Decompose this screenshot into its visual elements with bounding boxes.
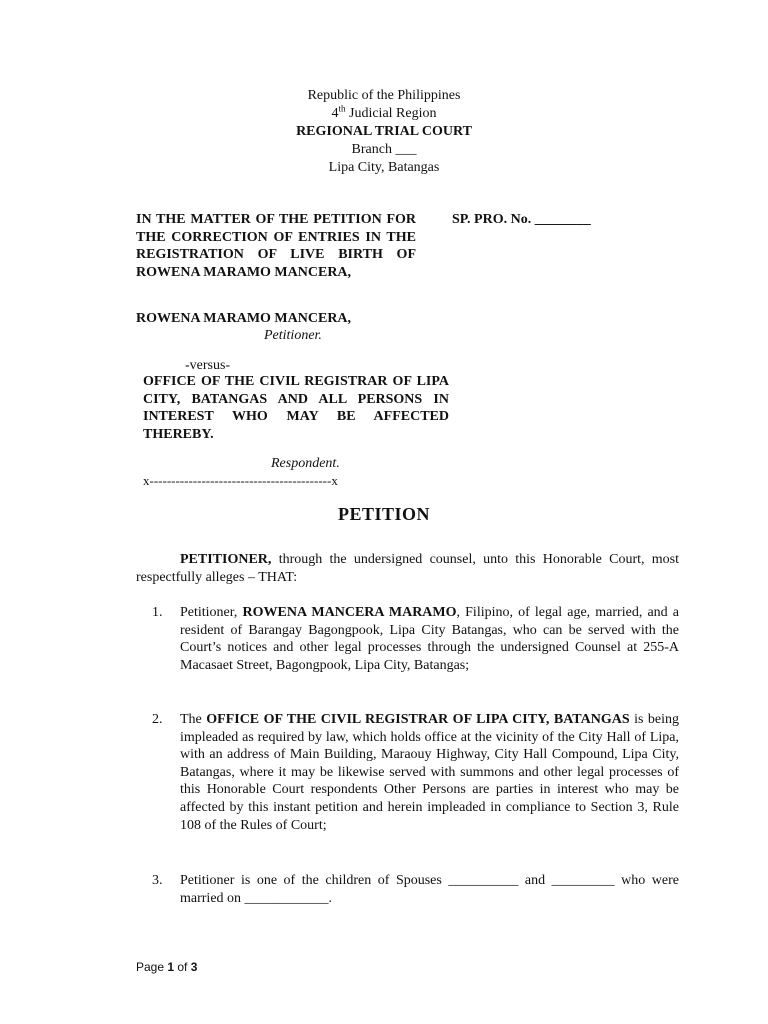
document-title: PETITION — [337, 504, 431, 524]
versus-label: -versus- — [185, 358, 231, 373]
item-text-post: is being impleaded as required by law, which holds office at the vicinity of the City Hall of Lipa, with an address of Main Building, Maraouy Highway, City Hall Compound, Lipa City, Batangas, where it may be likewise served with summons and other legal processes of this Honorable Court respondents Other Persons are parties in interest who may be affected by this instant petition and herein impleaded in compliance to Section 3, Rule 108 of the Rules of Court; — [180, 712, 680, 833]
item-text-pre: The — [180, 712, 207, 727]
intro-text: through the undersigned counsel, unto this Honorable Court, most respectfully alleges – THAT: — [136, 552, 679, 585]
item-number: 2. — [152, 712, 163, 727]
header-republic: Republic of the Philippines — [307, 88, 461, 103]
item-body — [180, 604, 679, 674]
item-body — [180, 711, 679, 834]
petitioner-role: Petitioner. — [264, 328, 322, 343]
petitioner-name: ROWENA MARAMO MANCERA, — [136, 311, 352, 326]
footer-page-number: 1 — [167, 960, 175, 974]
item-body — [180, 872, 679, 907]
allegation-item — [152, 711, 679, 834]
item-number: 1. — [152, 605, 163, 620]
header-branch: Branch ___ — [351, 142, 417, 157]
item-text-pre: Petitioner, — [180, 605, 243, 620]
intro-paragraph — [136, 551, 679, 586]
page-footer — [136, 959, 197, 977]
header-region — [0, 105, 768, 123]
footer-page-label: Page — [136, 960, 168, 974]
respondent-name: OFFICE OF THE CIVIL REGISTRAR OF LIPA CITY, BATANGAS AND ALL PERSONS IN INTEREST WHO MAY BE AFFECTED THEREBY. — [143, 374, 449, 442]
intro-lead: PETITIONER, — [180, 552, 272, 567]
region-number: 4 — [331, 106, 339, 121]
region-text: Judicial Region — [345, 106, 437, 121]
item-text-bold: ROWENA MANCERA MARAMO — [242, 605, 457, 620]
case-matter: IN THE MATTER OF THE PETITION FOR THE CORRECTION OF ENTRIES IN THE REGISTRATION OF LIVE BIRTH OF ROWENA MARAMO MANCERA, — [136, 212, 416, 280]
item-text-post: , Filipino, of legal age, married, and a resident of Barangay Bagongpook, Lipa City Batangas, who can be served with the Court’s notices and other legal processes through the undersigned Counsel at 255-A Macasaet Street, Bagongpook, Lipa City, Batangas; — [180, 605, 679, 673]
caption-divider: x------------------------------------------x — [143, 473, 338, 488]
case-number: SP. PRO. No. ________ — [452, 212, 591, 227]
item-text-bold: OFFICE OF THE CIVIL REGISTRAR OF LIPA CITY, BATANGAS — [206, 712, 630, 727]
court-header — [0, 87, 768, 177]
item-text-pre: Petitioner is one of the children of Spouses __________ and _________ who were married on ____________. — [180, 873, 679, 906]
header-court: REGIONAL TRIAL COURT — [296, 124, 472, 139]
header-location: Lipa City, Batangas — [328, 160, 440, 175]
allegation-item — [152, 604, 679, 674]
footer-page-total: 3 — [190, 960, 198, 974]
item-number: 3. — [152, 873, 163, 888]
allegation-item — [152, 872, 679, 907]
footer-of-label: of — [174, 960, 191, 974]
region-suffix: th — [338, 103, 346, 114]
respondent-role: Respondent. — [271, 456, 340, 471]
